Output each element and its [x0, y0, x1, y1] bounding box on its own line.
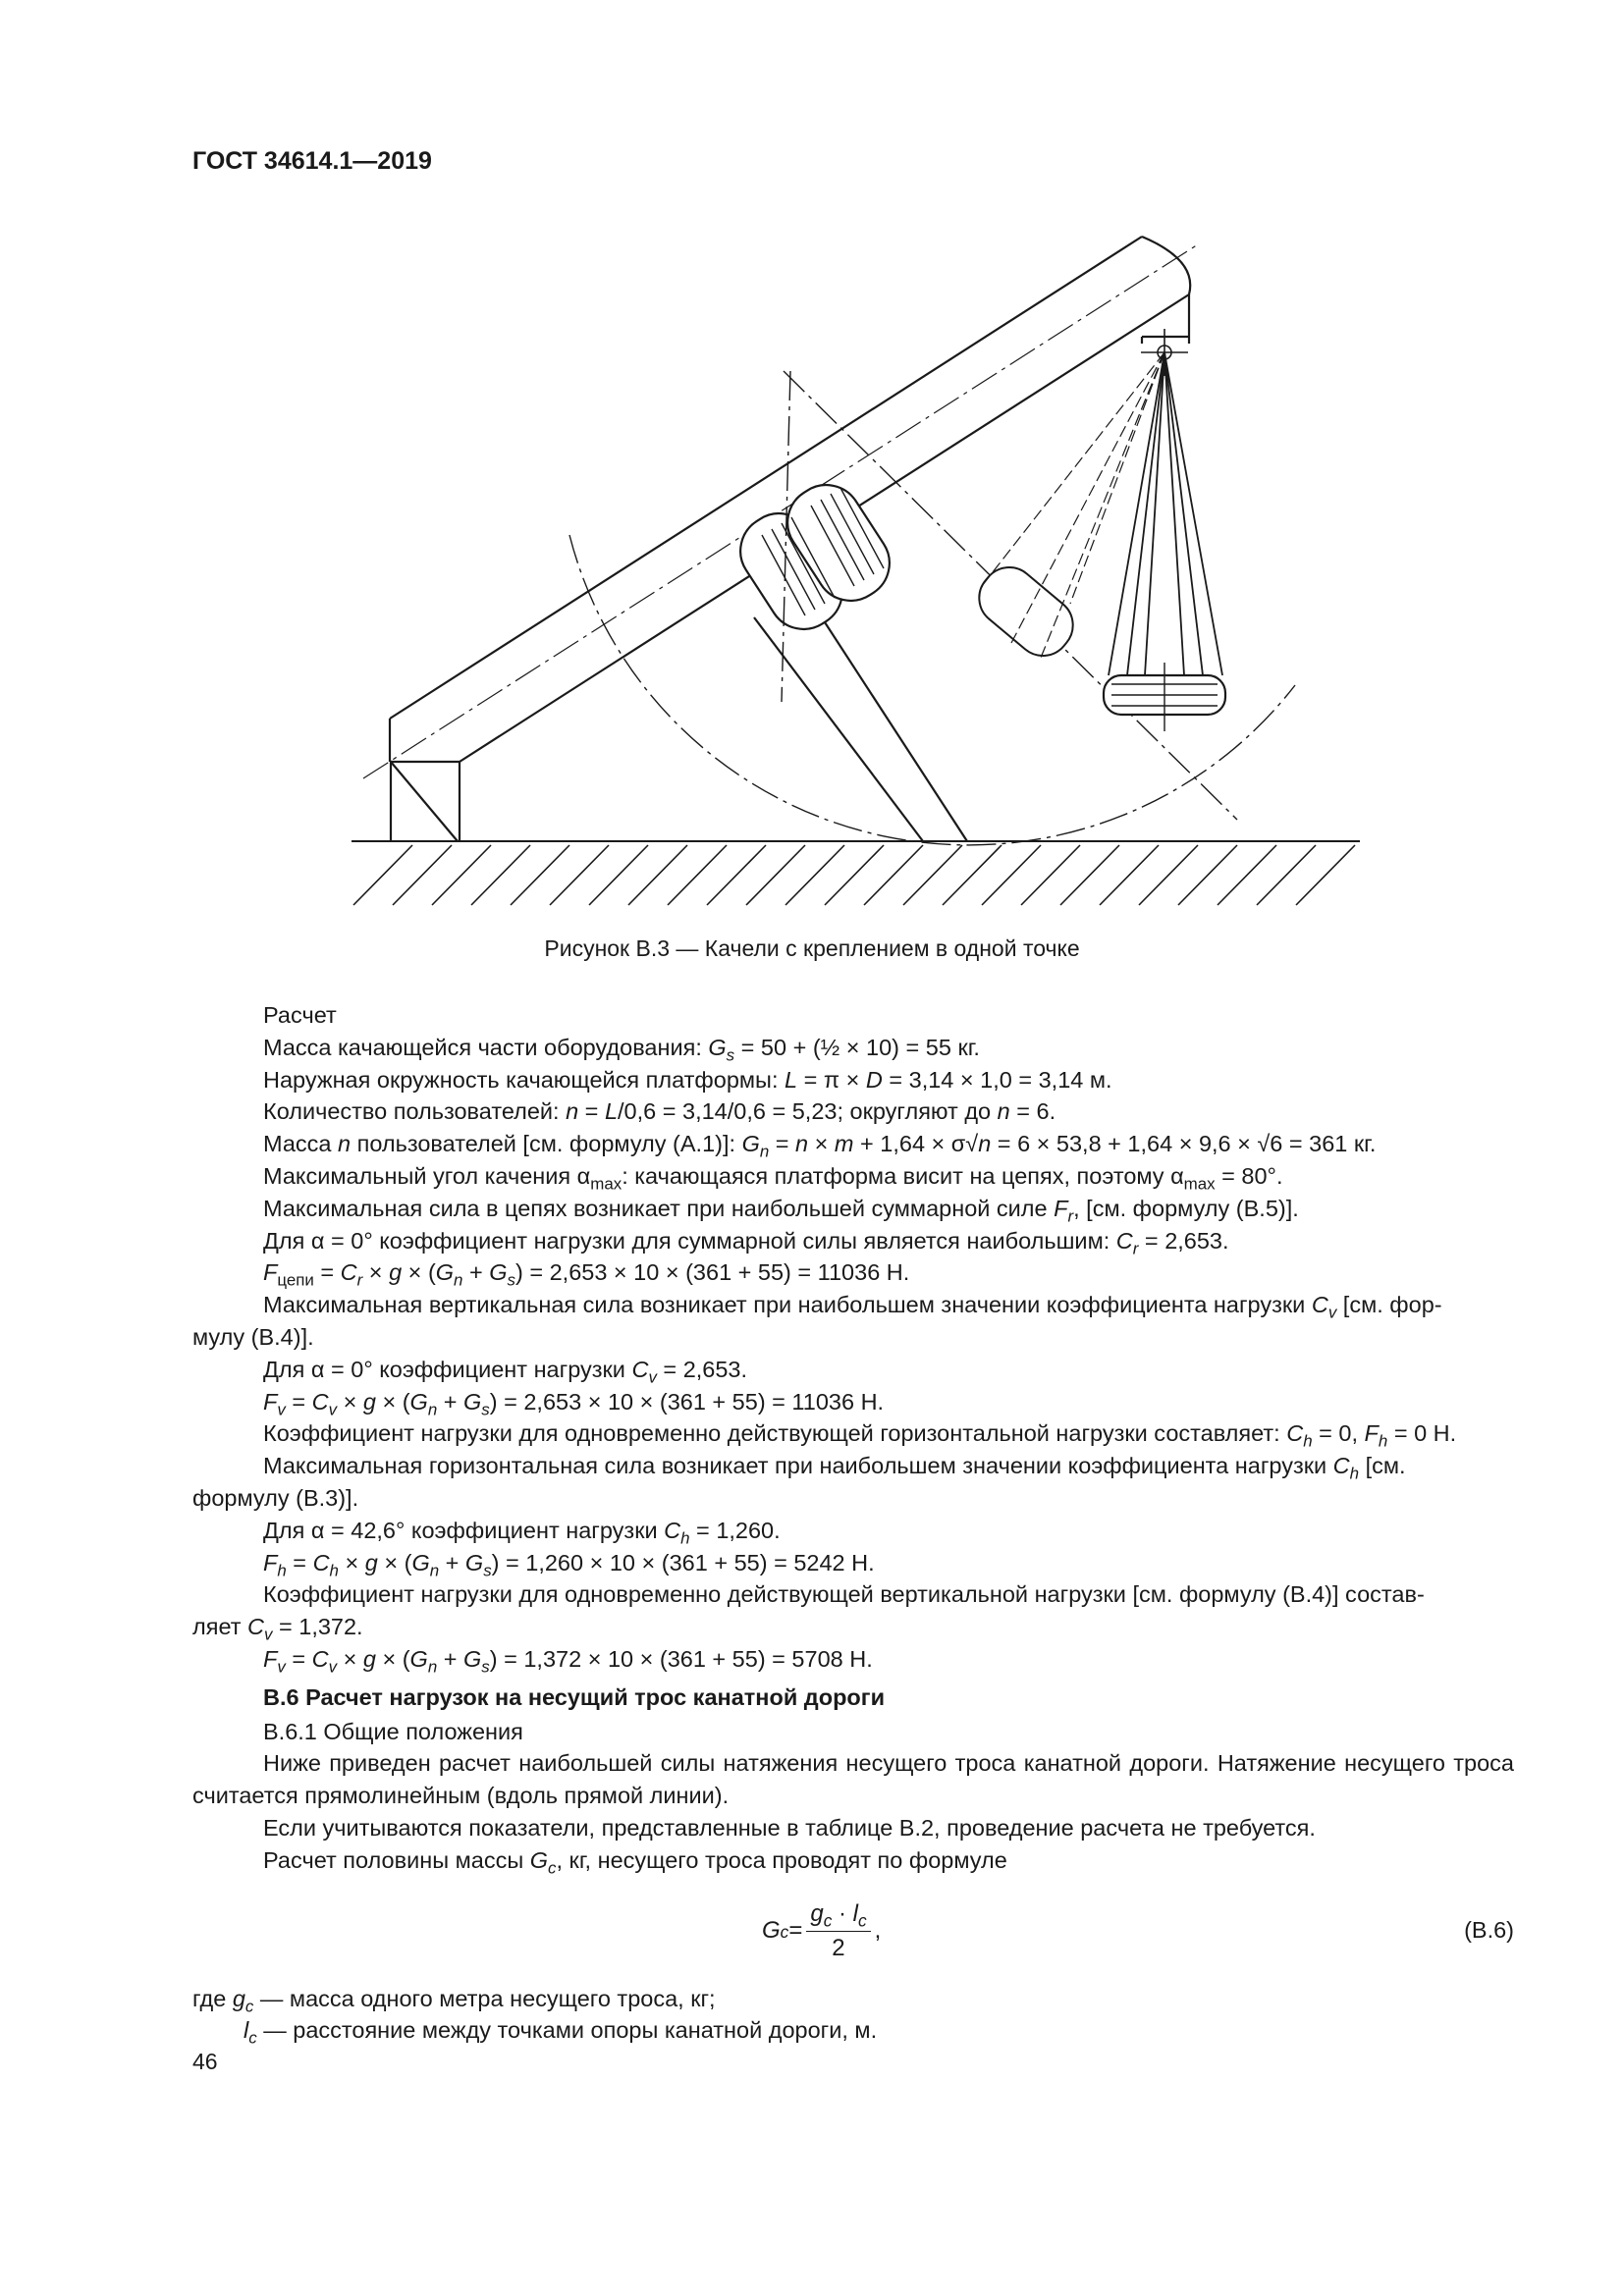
- calc-cv1: Для α = 0° коэффициент нагрузки $C_v = 2,653$.: [263, 1356, 748, 1387]
- calc-mass: Масса качающейся части оборудования: $G_s = 50$ + (½ × 10) = 55 кг.: [263, 1034, 980, 1065]
- subsection-heading: В.6.1 Общие положения: [263, 1718, 523, 1744]
- page-number: 46: [192, 2049, 218, 2074]
- calc-horizontal-max: Максимальная горизонтальная сила возникает при наибольшем значении коэффициента нагрузки $C_h$ [см.: [263, 1453, 1406, 1483]
- section-paragraph-1: Ниже приведен расчет наибольшей силы натяжения несущего троса канатной дороги. Натяжение несущего троса считается прямолинейным (вдоль прямой линии).: [192, 1750, 1514, 1809]
- calc-mass-users: Масса n пользователей [см. формулу (А.1)]: $G_n = n \times m + 1,64 \times \sigma√n = 6 \times 53,8 + 1,64 \times 9,6 \times √6 = 361$ кг.: [263, 1131, 1377, 1161]
- swing-diagram: [334, 221, 1375, 928]
- swing-platform-deflected: [968, 352, 1164, 667]
- calc-alpha0-cr: Для α = 0° коэффициент нагрузки для суммарной силы является наибольшим: $C_r = 2,653$.: [263, 1227, 1229, 1257]
- calc-chain-force: Максимальная сила в цепях возникает при наибольшей суммарной силе $F_r$, [см. формулу (В.5)].: [263, 1195, 1299, 1226]
- where-gc: где $g_c$ — масса одного метра несущего троса, кг;: [192, 1985, 716, 2015]
- where-lc: $l_c$ — расстояние между точками опоры канатной дороги, м.: [244, 2017, 878, 2048]
- calc-ch: Для α = 42,6° коэффициент нагрузки $C_h = 1,260$.: [263, 1517, 781, 1548]
- calc-max-angle: Максимальный угол качения $\alpha_{max}$: качающаяся платформа висит на цепях, поэтому $\alpha_{max} = 80^\circ$.: [263, 1162, 1283, 1194]
- ground: [352, 841, 1360, 905]
- swing-arc: [569, 371, 1295, 845]
- calc-coef-vertical: Коэффициент нагрузки для одновременно действующей вертикальной нагрузки [см. формулу (В.4)] состав-: [263, 1581, 1425, 1608]
- calc-users: Количество пользователей: n = L/0,6 = 3,14/0,6 = 5,23; округляют до n = 6.: [263, 1098, 1056, 1125]
- calc-circumference: Наружная окружность качающейся платформы: L = π × D = 3,14 × 1,0 = 3,14 м.: [263, 1066, 1112, 1093]
- formula-number: (В.6): [1464, 1916, 1514, 1943]
- calc-coef-horizontal: Коэффициент нагрузки для одновременно действующей горизонтальной нагрузки составляет: $C_h = 0$, $F_h = 0$ Н.: [263, 1420, 1457, 1451]
- calc-vertical-max-cont: мулу (В.4)].: [192, 1323, 314, 1350]
- swing-chains: [1109, 352, 1222, 675]
- section-paragraph-3: Расчет половины массы $G_c$, кг, несущего троса проводят по формуле: [263, 1846, 1007, 1878]
- page-header: ГОСТ 34614.1—2019: [192, 147, 432, 175]
- calc-fh: $F_h = C_h \times g \times (G_n + G_s) = 1,260 \times 10 \times (361 + 55) = 5242$ Н.: [263, 1549, 875, 1579]
- figure-caption: Рисунок В.3 — Качели с креплением в одной точке: [544, 935, 1080, 961]
- formula-expression: G c = $\frac{g_c \cdot l_c}{2}$ ,: [762, 1898, 881, 1966]
- calc-f-chain: $F_{цепи} = C_r \times g \times (G_n + G_s) = 2,653 \times 10 \times (361 + 55) = 11036$ Н.: [263, 1259, 910, 1290]
- formula-fraction: [806, 1898, 870, 1966]
- formula-numerator: $g_c \cdot l_c$: [806, 1898, 870, 1933]
- calc-fv2: $F_v = C_v \times g \times (G_n + G_s) = 1,372 \times 10 \times (361 + 55) = 5708$ Н.: [263, 1645, 873, 1677]
- calc-horizontal-max-cont: формулу (В.3)].: [192, 1484, 359, 1511]
- section-paragraph-2: Если учитываются показатели, представленные в таблице В.2, проведение расчета не требуется.: [263, 1814, 1316, 1841]
- calc-title: Расчет: [263, 1002, 337, 1028]
- swing-figure: [334, 221, 1375, 928]
- beam-centerline: [363, 244, 1198, 778]
- calc-vertical-max: Максимальная вертикальная сила возникает при наибольшем значении коэффициента нагрузки $C_v$ [см. фор-: [263, 1292, 1442, 1322]
- section-heading: В.6 Расчет нагрузок на несущий трос канатной дороги: [263, 1683, 886, 1710]
- swing-platform: [1104, 663, 1225, 731]
- calc-fv1: $F_v = C_v \times g \times (G_n + G_s) = 2,653 \times 10 \times (361 + 55) = 11036$ Н.: [263, 1388, 885, 1418]
- calc-coef-vertical-cont: ляет $C_v = 1,372$.: [192, 1614, 363, 1644]
- formula-denominator: 2: [832, 1935, 845, 1962]
- formula-b6: [192, 1889, 1514, 1979]
- body-text: [192, 999, 1514, 2047]
- grip-rollers: [727, 471, 902, 642]
